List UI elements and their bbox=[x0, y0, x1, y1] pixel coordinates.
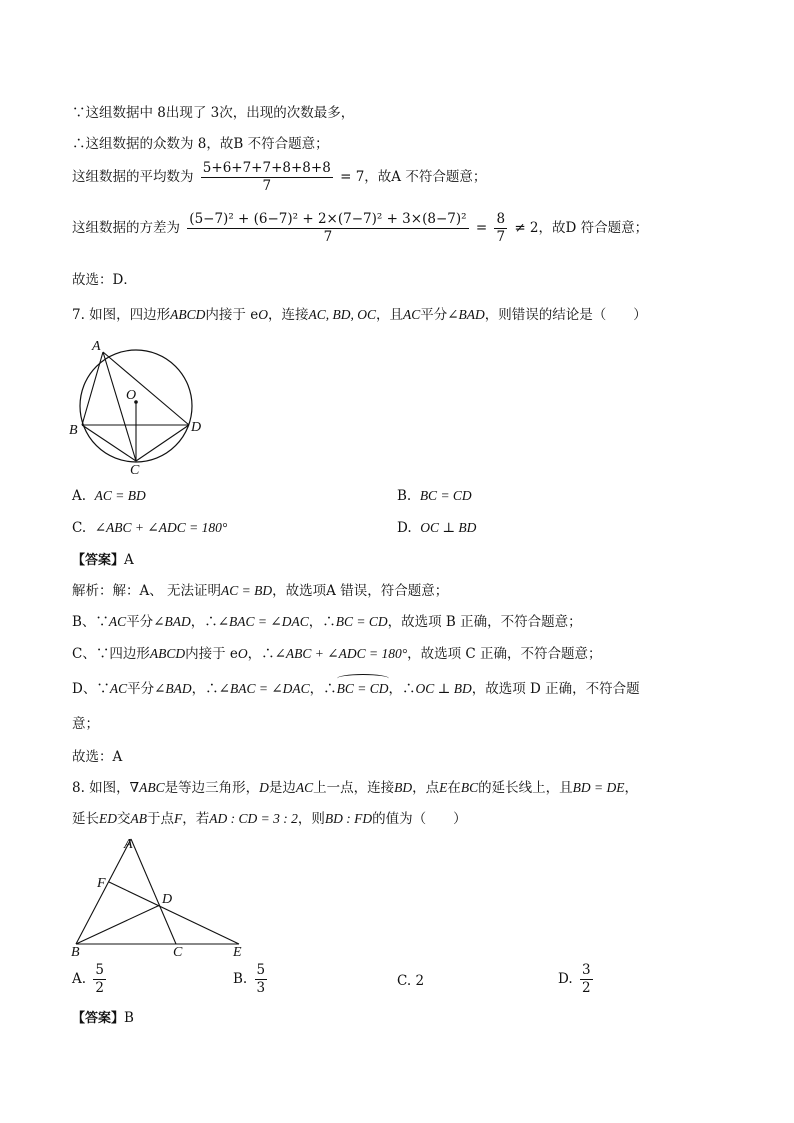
q8-option-a-numerator: 5 bbox=[95, 962, 104, 978]
q7-analysis-d bbox=[72, 679, 640, 699]
q7-analysis-text: ，∴ bbox=[308, 614, 336, 630]
q8-stem-text: ，若 bbox=[182, 811, 210, 827]
q8-stem-text: 上一点，连接 bbox=[313, 780, 395, 796]
q8-stem-math: BD : FD bbox=[324, 811, 373, 826]
q6-choice: 故选：D． bbox=[72, 272, 137, 288]
q7-segment-ad bbox=[103, 352, 189, 425]
q8-stem-text: 的值为（ ） bbox=[372, 811, 467, 827]
q7-segment-ac bbox=[103, 352, 136, 461]
q8-stem-text: 是等边三角形， bbox=[164, 780, 260, 796]
q6-variance-result-numerator: 8 bbox=[496, 211, 506, 227]
q7-answer bbox=[72, 550, 134, 571]
q6-variance-eq: = bbox=[475, 220, 488, 236]
q6-variance-denominator: 7 bbox=[323, 229, 333, 245]
q7-analysis-math: ∠BAC = ∠DAC bbox=[218, 681, 310, 696]
q7-label-b: B bbox=[69, 423, 78, 438]
q7-analysis-text: 内接于 e bbox=[185, 646, 238, 662]
q6-mean-numerator: 5+6+7+7+8+8+8 bbox=[202, 160, 331, 176]
q6-mean-label: 这组数据的平均数为 bbox=[72, 169, 194, 185]
q8-stem-math: D bbox=[259, 780, 269, 795]
q8-stem-text: 8. 如图， bbox=[72, 780, 130, 796]
q7-analysis-text: ，故选项 B 正确，不符合题意； bbox=[387, 614, 582, 630]
q8-stem-math: F bbox=[174, 811, 183, 826]
q7-analysis-math: OC ⊥ BD bbox=[415, 681, 472, 696]
q7-stem bbox=[72, 305, 647, 325]
q7-analysis-text: ，∴ bbox=[309, 681, 337, 697]
q7-analysis-math: ∠ABC + ∠ADC = 180° bbox=[274, 646, 408, 661]
q8-stem-math: AC bbox=[295, 780, 314, 795]
q7-analysis-math: AC bbox=[108, 614, 127, 629]
q8-stem-math: BC bbox=[460, 780, 479, 795]
q6-mean-fraction bbox=[201, 160, 333, 195]
q6-line-mode: ∴这组数据的众数为 8，故B 不符合题意； bbox=[72, 136, 329, 152]
q6-variance-conclusion: ≠ 2，故D 符合题意； bbox=[514, 220, 649, 236]
q8-segment-fe bbox=[109, 882, 239, 944]
q7-analysis-text: 解析：解：A、 无法证明 bbox=[72, 583, 222, 599]
q6-line-mode-count: ∵这组数据中 8出现了 3次，出现的次数最多， bbox=[72, 105, 355, 121]
q8-stem-math: ∇ABC bbox=[129, 780, 165, 795]
q7-analysis-c bbox=[72, 644, 602, 664]
q6-variance-fraction bbox=[187, 211, 468, 246]
q8-option-c-key: C. bbox=[397, 973, 412, 989]
q7-option-b-value: BC = CD bbox=[419, 488, 472, 503]
q6-variance-label: 这组数据的方差为 bbox=[72, 220, 180, 236]
q7-stem-text: 平分 bbox=[420, 307, 448, 323]
q8-stem-text: ， bbox=[624, 780, 638, 796]
q7-choice: 故选：A bbox=[72, 749, 123, 765]
q8-answer bbox=[72, 1008, 134, 1029]
q8-option-b-denominator: 3 bbox=[256, 980, 266, 996]
q7-analysis-text: B、∵ bbox=[72, 614, 109, 630]
q6-mean-result: = 7，故A 不符合题意； bbox=[340, 169, 487, 185]
q7-option-a-value: AC = BD bbox=[94, 488, 146, 503]
q7-analysis-text: ，故选项A 错误，符合题意； bbox=[272, 583, 449, 599]
q8-option-a-fraction bbox=[93, 962, 106, 997]
q6-variance-result-fraction bbox=[494, 211, 507, 246]
q7-label-o: O bbox=[126, 388, 137, 403]
q7-option-c[interactable] bbox=[72, 518, 227, 538]
q8-triangle-figure bbox=[64, 834, 264, 958]
q7-analysis-math: BC = CD bbox=[335, 614, 388, 629]
q7-analysis-b bbox=[72, 612, 582, 632]
q8-stem-math: AB bbox=[130, 811, 147, 826]
q7-answer-label: 【答案】 bbox=[72, 553, 125, 568]
q7-option-a[interactable] bbox=[72, 486, 146, 506]
q7-circle-figure bbox=[65, 332, 215, 480]
q8-stem-text: 于点 bbox=[147, 811, 174, 827]
q7-label-a: A bbox=[92, 339, 101, 354]
q7-analysis-text: C、∵四边形 bbox=[72, 646, 150, 662]
q8-option-d-denominator: 2 bbox=[581, 980, 591, 996]
q8-option-d-key: D. bbox=[558, 971, 573, 987]
q7-stem-text: ，且 bbox=[375, 307, 403, 323]
q7-label-c: C bbox=[130, 463, 140, 478]
q8-option-b-numerator: 5 bbox=[256, 962, 266, 978]
q8-answer-value: B bbox=[124, 1010, 134, 1026]
q8-stem-text: 的延长线上，且 bbox=[478, 780, 573, 796]
q8-option-c[interactable] bbox=[397, 971, 424, 991]
q8-option-d-numerator: 3 bbox=[581, 962, 591, 978]
q7-stem-text: 内接于 e bbox=[205, 307, 259, 323]
q7-stem-text: 7. 如图，四边形 bbox=[72, 307, 171, 323]
q7-stem-math: O bbox=[258, 307, 268, 322]
q7-option-b-key: B. bbox=[397, 488, 412, 504]
q7-option-a-key: A. bbox=[72, 488, 87, 504]
q8-stem-line1 bbox=[72, 778, 638, 798]
q8-stem-math: BD bbox=[394, 780, 413, 795]
q6-mean-denominator: 7 bbox=[262, 178, 272, 194]
q8-answer-label: 【答案】 bbox=[72, 1011, 125, 1026]
q7-stem-math: AC bbox=[402, 307, 421, 322]
q8-label-d: D bbox=[162, 892, 173, 907]
q8-label-a: A bbox=[124, 837, 133, 852]
q7-analysis-text: 平分 bbox=[126, 614, 154, 630]
q7-analysis-math: ∠BAC = ∠DAC bbox=[217, 614, 309, 629]
q7-stem-math: ABCD bbox=[170, 307, 206, 322]
q8-stem-line2 bbox=[72, 809, 467, 829]
q7-segment-ab bbox=[82, 352, 103, 425]
q8-option-d[interactable] bbox=[558, 962, 596, 997]
q8-option-a[interactable] bbox=[72, 962, 109, 997]
q7-analysis-math: ∠BAD bbox=[154, 681, 192, 696]
q7-stem-text: ，连接 bbox=[267, 307, 309, 323]
q8-stem-text: 在 bbox=[447, 780, 461, 796]
q7-analysis-text: ，∴ bbox=[191, 681, 219, 697]
q8-option-a-key: A. bbox=[72, 971, 87, 987]
q8-segment-bd bbox=[76, 905, 160, 944]
q8-stem-text: 交 bbox=[117, 811, 131, 827]
q7-analysis-math: ABCD bbox=[149, 646, 186, 661]
q7-option-b[interactable] bbox=[397, 486, 472, 506]
q8-stem-math: E bbox=[439, 780, 448, 795]
q7-answer-value: A bbox=[124, 552, 134, 568]
q6-variance-numerator: (5−7)² + (6−7)² + 2×(7−7)² + 3×(8−7)² bbox=[189, 211, 467, 227]
q7-option-d[interactable] bbox=[397, 518, 476, 538]
q8-stem-math: BD = DE bbox=[572, 780, 625, 795]
q7-option-d-value: OC ⊥ BD bbox=[420, 520, 477, 535]
q7-stem-text: ，则错误的结论是（ ） bbox=[484, 307, 647, 323]
q8-segment-ab bbox=[76, 839, 131, 944]
q7-analysis-text: ，∴ bbox=[247, 646, 275, 662]
q8-option-d-fraction bbox=[580, 962, 593, 997]
q7-analysis-arc-math: BC = CD bbox=[337, 679, 389, 699]
q7-stem-math: ∠BAD bbox=[447, 307, 485, 322]
q8-label-b: B bbox=[71, 945, 80, 958]
q8-stem-math: ED bbox=[99, 811, 117, 826]
q7-analysis-a bbox=[72, 581, 448, 601]
q7-analysis-text: ，故选项 C 正确，不符合题意； bbox=[407, 646, 602, 662]
q8-stem-text: 延长 bbox=[72, 811, 99, 827]
q7-option-c-key: C. bbox=[72, 520, 87, 536]
q8-stem-text: ，则 bbox=[297, 811, 325, 827]
q7-analysis-text: ，∴ bbox=[388, 681, 416, 697]
q7-option-c-value: ∠ABC + ∠ADC = 180° bbox=[94, 520, 228, 535]
q7-analysis-d-cont: 意； bbox=[72, 716, 99, 732]
q7-analysis-text: ，∴ bbox=[190, 614, 218, 630]
q8-option-c-value: 2 bbox=[415, 973, 425, 989]
q8-label-c: C bbox=[173, 945, 183, 958]
q8-option-b-key: B. bbox=[233, 971, 248, 987]
q7-analysis-text: 平分 bbox=[127, 681, 155, 697]
q7-analysis-math: AC = BD bbox=[221, 583, 273, 598]
q7-label-d: D bbox=[191, 420, 202, 435]
q7-analysis-text: D、∵ bbox=[72, 681, 110, 697]
q6-line-variance bbox=[72, 211, 648, 246]
q7-analysis-math: AC bbox=[109, 681, 128, 696]
q8-option-b-fraction bbox=[255, 962, 268, 997]
q7-analysis-math: ∠BAD bbox=[153, 614, 191, 629]
q8-stem-math: AD : CD = 3 : 2 bbox=[209, 811, 298, 826]
q7-stem-math: AC, BD, OC bbox=[308, 307, 376, 322]
q8-option-b[interactable] bbox=[233, 962, 270, 997]
q7-option-d-key: D. bbox=[397, 520, 412, 536]
q7-analysis-math: O bbox=[237, 646, 248, 661]
q8-label-f: F bbox=[97, 876, 106, 891]
q6-variance-result-denominator: 7 bbox=[496, 229, 506, 245]
q8-option-a-denominator: 2 bbox=[95, 980, 104, 996]
q6-line-mean bbox=[72, 160, 486, 195]
q7-analysis-text: ，故选项 D 正确，不符合题 bbox=[471, 681, 640, 697]
q8-stem-text: 是边 bbox=[268, 780, 296, 796]
q8-label-e: E bbox=[233, 945, 242, 958]
q8-stem-text: ，点 bbox=[412, 780, 440, 796]
